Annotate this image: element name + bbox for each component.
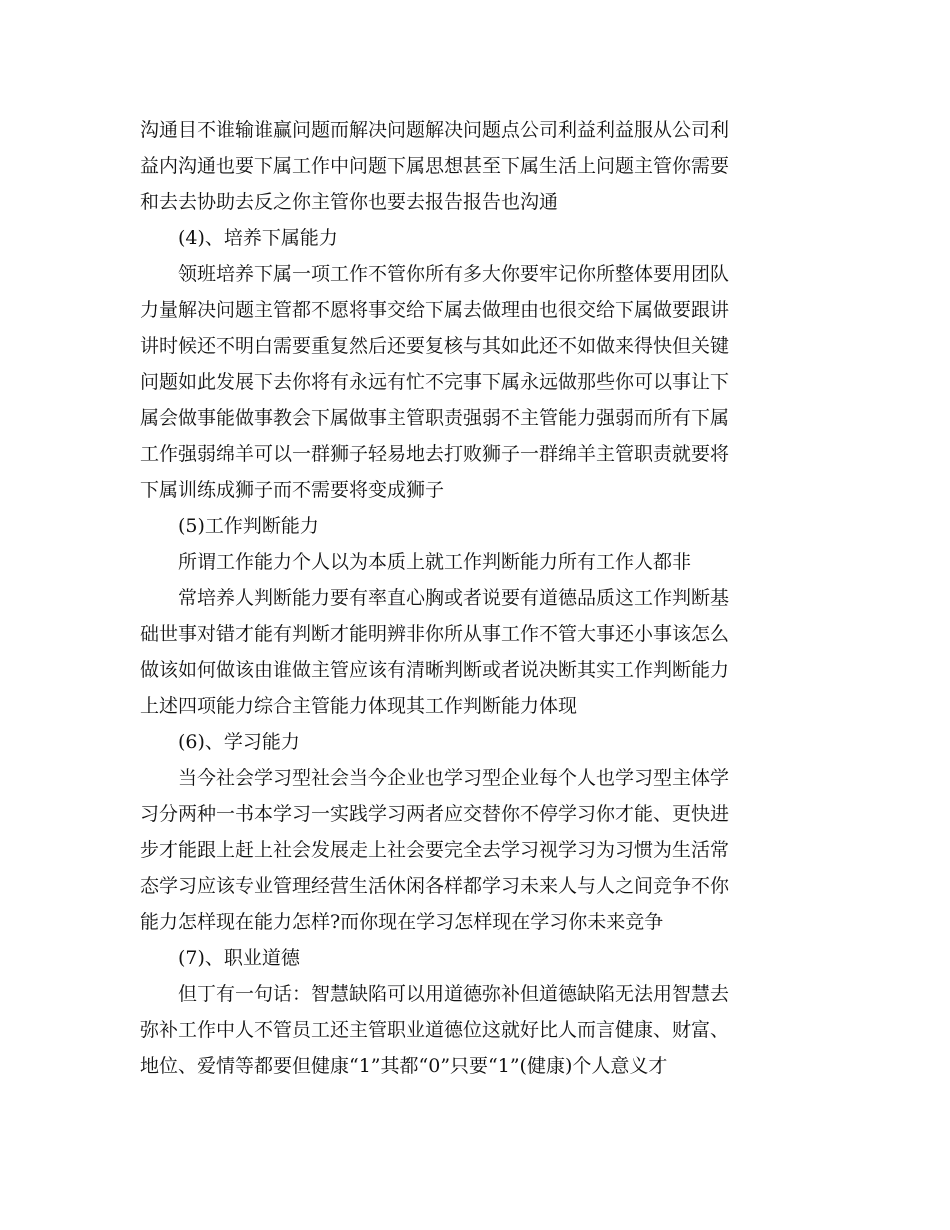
document-body bbox=[140, 112, 820, 1084]
section-heading: (6)、学习能力 bbox=[178, 731, 300, 753]
text-line: 常培养人判断能力要有率直心胸或者说要有道德品质这工作判断基 bbox=[178, 587, 730, 609]
text-line: 上述四项能力综合主管能力体现其工作判断能力体现 bbox=[140, 695, 578, 717]
text-line: 讲时候还不明白需要重复然后还要复核与其如此还不如做来得快但关键 bbox=[140, 335, 730, 357]
text-line: 益内沟通也要下属工作中问题下属思想甚至下属生活上问题主管你需要 bbox=[140, 155, 730, 177]
text-line: 当今社会学习型社会当今企业也学习型企业每个人也学习型主体学 bbox=[178, 767, 730, 789]
text-line: 习分两种一书本学习一实践学习两者应交替你不停学习你才能、更快进 bbox=[140, 803, 730, 825]
section-heading: (7)、职业道德 bbox=[178, 947, 300, 969]
text-line: 地位、爱情等都要但健康“1”其都“0”只要“1”(健康)个人意义才 bbox=[140, 1055, 668, 1077]
text-line: 沟通目不谁输谁赢问题而解决问题解决问题点公司利益利益服从公司利 bbox=[140, 119, 730, 141]
section-heading: (5)工作判断能力 bbox=[178, 515, 319, 537]
text-line: 所谓工作能力个人以为本质上就工作判断能力所有工作人都非 bbox=[178, 551, 692, 573]
section-heading: (4)、培养下属能力 bbox=[178, 227, 338, 249]
text-line: 问题如此发展下去你将有永远有忙不完事下属永远做那些你可以事让下 bbox=[140, 371, 730, 393]
text-line: 力量解决问题主管都不愿将事交给下属去做理由也很交给下属做要跟讲 bbox=[140, 299, 730, 321]
text-line: 领班培养下属一项工作不管你所有多大你要牢记你所整体要用团队 bbox=[178, 263, 730, 285]
text-line: 工作强弱绵羊可以一群狮子轻易地去打败狮子一群绵羊主管职责就要将 bbox=[140, 443, 730, 465]
text-line: 但丁有一句话：智慧缺陷可以用道德弥补但道德缺陷无法用智慧去 bbox=[178, 983, 730, 1005]
text-line: 做该如何做该由谁做主管应该有清晰判断或者说决断其实工作判断能力 bbox=[140, 659, 730, 681]
text-line: 弥补工作中人不管员工还主管职业道德位这就好比人而言健康、财富、 bbox=[140, 1019, 730, 1041]
text-line: 下属训练成狮子而不需要将变成狮子 bbox=[140, 479, 445, 501]
text-line: 础世事对错才能有判断才能明辨非你所从事工作不管大事还小事该怎么 bbox=[140, 623, 730, 645]
text-line: 和去去协助去反之你主管你也要去报告报告也沟通 bbox=[140, 191, 559, 213]
text-line: 步才能跟上赶上社会发展走上社会要完全去学习视学习为习惯为生活常 bbox=[140, 839, 730, 861]
text-line: 属会做事能做事教会下属做事主管职责强弱不主管能力强弱而所有下属 bbox=[140, 407, 730, 429]
text-line: 态学习应该专业管理经营生活休闲各样都学习未来人与人之间竞争不你 bbox=[140, 875, 730, 897]
text-line: 能力怎样现在能力怎样?而你现在学习怎样现在学习你未来竞争 bbox=[140, 911, 664, 933]
